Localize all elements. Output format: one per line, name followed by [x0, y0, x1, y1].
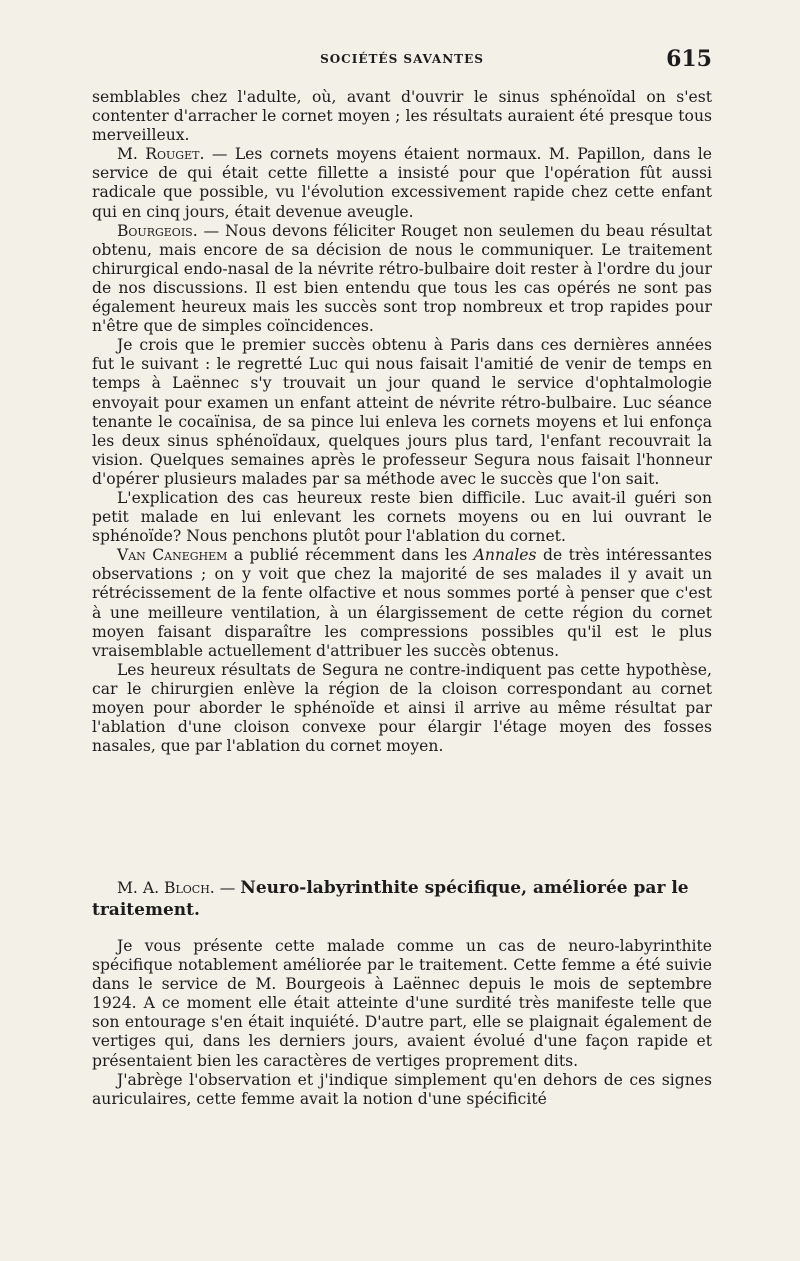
communication-text: [92, 937, 712, 1109]
paragraph-5: L'explication des cas heureux reste bien difficile. Luc avait-il guéri son petit malade en lui enlevant les cornets moyens ou en lui ouvrant le sphénoïde? Nous penchons plutôt pour l'ablation du cornet.: [92, 488, 712, 546]
discussion-text: [92, 88, 712, 756]
paragraph-6: [92, 546, 712, 661]
paragraph-3: [92, 222, 712, 337]
cited-author: Van Caneghem: [116, 546, 228, 565]
running-head: SOCIÉTÉS SAVANTES: [320, 52, 484, 66]
page-header: [92, 46, 712, 72]
page-number: 615: [666, 46, 712, 72]
paragraph-text: — Nous devons féliciter Rouget non seulemen du beau résultat obtenu, mais encore de sa décision de nous le communiquer. Le traitement chirurgical endo-nasal de la névrite rétro-bulbaire doit rester à l'ordre du jour de nos discussions. Il est bien entendu que tous les cas opérés ne sont pas également heureux mais les succès sont trop nombreux et trop rapides pour n'être que de simples coïncidences.: [92, 221, 712, 336]
paragraph-8: Je vous présente cette malade comme un cas de neuro-labyrinthite spécifique notablement améliorée par le traitement. Cette femme a été suivie dans le service de M. Bourgeois à Laënnec depuis le mois de septembre 1924. A ce moment elle était atteinte d'une surdité très manifeste telle que son entourage s'en était inquiété. D'autre part, elle se plaignait également de vertiges qui, dans les derniers jours, avaient évolué d'une façon rapide et présentaient bien les caractères de vertiges proprement dits.: [92, 937, 712, 1070]
communication-heading: [92, 877, 712, 921]
journal-name: Annales: [473, 546, 537, 565]
paragraph-text: a publié récemment dans les: [227, 546, 474, 565]
paragraph-text: de très intéressantes observations ; on y voit que chez la majorité de ses malades il y avait un rétrécissement de la fente olfactive et nous sommes porté à penser que c'est à une meilleure ventilation, à un élargissement de cette région du cornet moyen faisant disparaître les compressions possibles qu'il est le plus vraisemblable actuellement d'attribuer les succès obtenus.: [92, 546, 712, 660]
paragraph-text: — Les cornets moyens étaient normaux. M. Papillon, dans le service de qui était cette fillette a insisté pour que l'opération fût aussi radicale que possible, vu l'évolution excessivement rapide chez cette enfant qui en cinq jours, était devenue aveugle.: [92, 145, 712, 221]
speaker-name: M. Rouget.: [116, 145, 205, 164]
paragraph-2: [92, 145, 712, 221]
speaker-name: Bourgeois.: [116, 221, 198, 240]
communication-title: Neuro-labyrinthite spécifique, améliorée par le traitement.: [92, 878, 689, 920]
author-name: M. A. Bloch.: [116, 879, 215, 897]
paragraph-4: Je crois que le premier succès obtenu à Paris dans ces dernières années fut le suivant : le regretté Luc qui nous faisait l'amitié de venir de temps en temps à Laënnec s'y trouvait un jour quand le service d'ophtalmologie envoyait pour examen un enfant atteint de névrite rétro-bulbaire. Luc séance tenante le cocaïnisa, de sa pince lui enleva les cornets moyens et lui enfonça les deux sinus sphénoïdaux, quelques jours plus tard, l'enfant recouvrait la vision. Quelques semaines après le professeur Segura nous faisait l'honneur d'opérer plusieurs malades par sa méthode avec le succès que l'on sait.: [92, 336, 712, 488]
heading-dash: —: [214, 879, 241, 897]
paragraph-1: semblables chez l'adulte, où, avant d'ouvrir le sinus sphénoïdal on s'est contenter d'arracher le cornet moyen ; les résultats auraient été presque tous merveilleux.: [92, 88, 712, 145]
paragraph-7: Les heureux résultats de Segura ne contre-indiquent pas cette hypothèse, car le chirurgien enlève la région de la cloison correspondant au cornet moyen pour aborder le sphénoïde et ainsi il arrive au même résultat par l'ablation d'une cloison convexe pour élargir l'étage moyen des fosses nasales, que par l'ablation du cornet moyen.: [92, 660, 712, 756]
paragraph-9: J'abrège l'observation et j'indique simplement qu'en dehors de ces signes auriculaires, cette femme avait la notion d'une spécificité: [92, 1070, 712, 1108]
